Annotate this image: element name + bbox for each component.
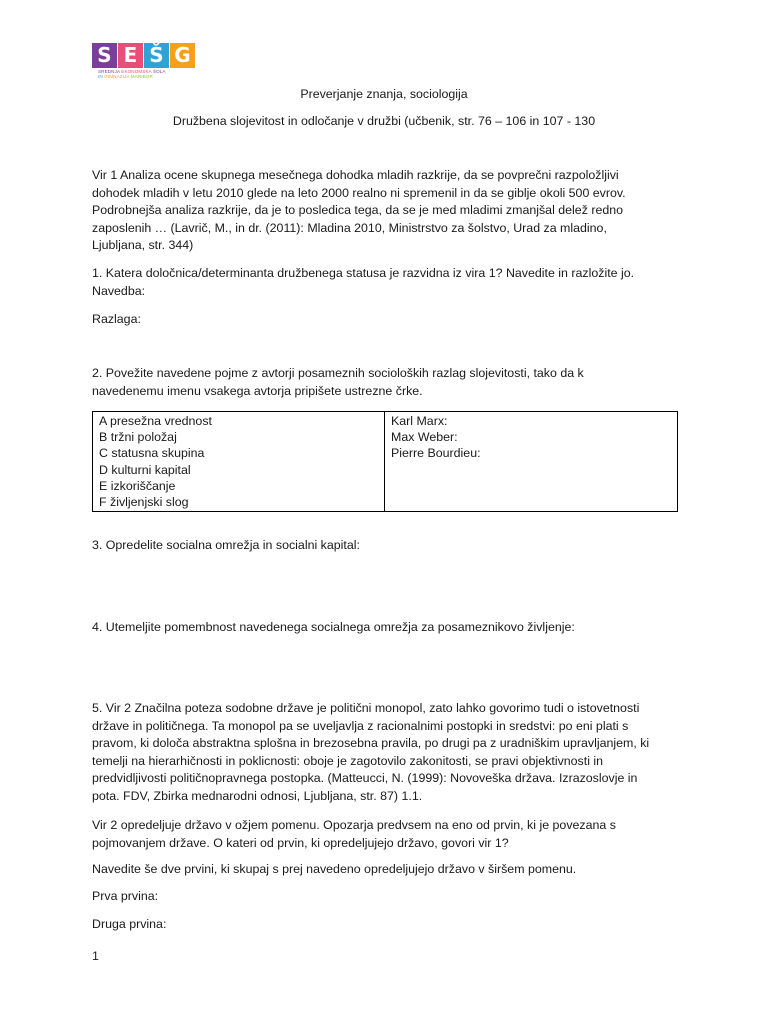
answer-label-first-element: Prva prvina: [92, 889, 159, 903]
logo-word: EKONOMSKA [121, 69, 152, 74]
logo-letter-e: E [118, 43, 143, 68]
concept-item: B tržni položaj [99, 430, 177, 445]
text-line: 1. Katera določnica/determinanta družbenega statusa je razvidna iz vira 1? Navedite in razložite jo. [92, 266, 635, 280]
concept-item: A presežna vrednost [99, 414, 212, 428]
concept-item: C statusna skupina [99, 446, 205, 461]
logo-word: SREDNJA [98, 69, 120, 74]
text-line: Vir 1 Analiza ocene skupnega mesečnega dohodka mladih razkrije, da se povprečni razpoložljivi [92, 168, 619, 182]
logo-word: MARIBOR [130, 74, 153, 80]
document-title: Preverjanje znanja, sociologija [300, 87, 468, 101]
question-1 [92, 265, 682, 300]
logo-letter-sh: Š [144, 43, 169, 68]
text-line: 5. Vir 2 Značilna poteza sodobne države je politični monopol, zato lahko govorimo tudi o istovetnosti [92, 701, 640, 715]
authors-column [385, 412, 677, 511]
question-5 [92, 700, 682, 806]
school-logo [92, 43, 202, 83]
text-line: pojmovanjem države. O kateri od prvin, ki opredeljujejo državo, govori vir 1? [92, 835, 509, 850]
logo-letter-s: S [92, 43, 117, 68]
text-line: zaposlenih … (Lavrič, M., in dr. (2011): Mladina 2010, Ministrstvo za šolstvo, Urad za mladino, [92, 220, 607, 235]
question-5-instruction: Navedite še dve prvini, ki skupaj s prej navedeno opredeljujejo državo v širšem pomenu. [92, 862, 577, 876]
text-line: navedenemu imenu vsakega avtorja pripišete ustrezne črke. [92, 383, 423, 398]
answer-label-second-element: Druga prvina: [92, 917, 167, 931]
logo-word: ŠOLA [152, 69, 166, 74]
page-number: 1 [92, 949, 99, 963]
question-3: 3. Opredelite socialna omrežja in socialni kapital: [92, 538, 360, 552]
text-line: predvidljivosti političnopravnega postopka. (Matteucci, N. (1999): Novoveška država. Izrazoslovje in [92, 771, 638, 786]
answer-label-explanation: Razlaga: [92, 312, 141, 326]
source-1 [92, 167, 682, 255]
text-line: pota. FDV, Zbirka mednarodni odnosi, Ljubljana, str. 87) 1.1. [92, 788, 423, 803]
text-line: 2. Povežite navedene pojme z avtorji posameznih socioloških razlag slojevitosti, tako da k [92, 366, 584, 380]
text-line: Vir 2 opredeljuje državo v ožjem pomenu. Opozarja predvsem na eno od prvin, ki je povezana s [92, 818, 616, 832]
text-line: pravom, ki določa abstraktna splošna in brezosebna pravila, po drugi pa z uradniškim upravljanjem, ki [92, 736, 650, 751]
author-pierre-bourdieu: Pierre Bourdieu: [391, 446, 481, 461]
question-2 [92, 365, 682, 400]
text-line: Ljubljana, str. 344) [92, 238, 194, 253]
text-line: Podrobnejša analiza razkrije, da je to posledica tega, da se je med mladimi zmanjšal delež redno [92, 203, 624, 218]
author-karl-marx: Karl Marx: [391, 414, 448, 428]
text-line: države in političnega. Ta monopol pa se uveljavlja z racionalnimi postopki in sredstvi: po eni plati s [92, 718, 629, 733]
logo-letter-g: G [170, 43, 195, 68]
text-line: temelji na hierarhičnosti in poklicnosti: oboje je zagotovilo zakonitosti, se pravi objektivnosti in [92, 753, 604, 768]
concepts-column [93, 412, 385, 511]
concept-item: D kulturni kapital [99, 462, 191, 477]
logo-word: IN [98, 74, 103, 80]
matching-table [92, 411, 678, 512]
author-max-weber: Max Weber: [391, 430, 458, 445]
logo-letters [92, 43, 202, 68]
concept-item: E izkoriščanje [99, 478, 176, 493]
concept-item: F življenjski slog [99, 494, 189, 509]
question-5-follow-up [92, 817, 682, 852]
logo-subtitle [92, 69, 202, 80]
question-4: 4. Utemeljite pomembnost navedenega socialnega omrežja za posameznikovo življenje: [92, 620, 575, 634]
logo-word: GIMNAZIJA [104, 74, 130, 80]
document-subtitle: Družbena slojevitost in odločanje v družbi (učbenik, str. 76 – 106 in 107 - 130 [172, 114, 596, 128]
answer-label-statement: Navedba: [92, 283, 146, 298]
text-line: dohodek mladih v letu 2010 glede na leto 2000 realno ni spremenil in da se giblje okoli 500 evrov. [92, 185, 626, 200]
